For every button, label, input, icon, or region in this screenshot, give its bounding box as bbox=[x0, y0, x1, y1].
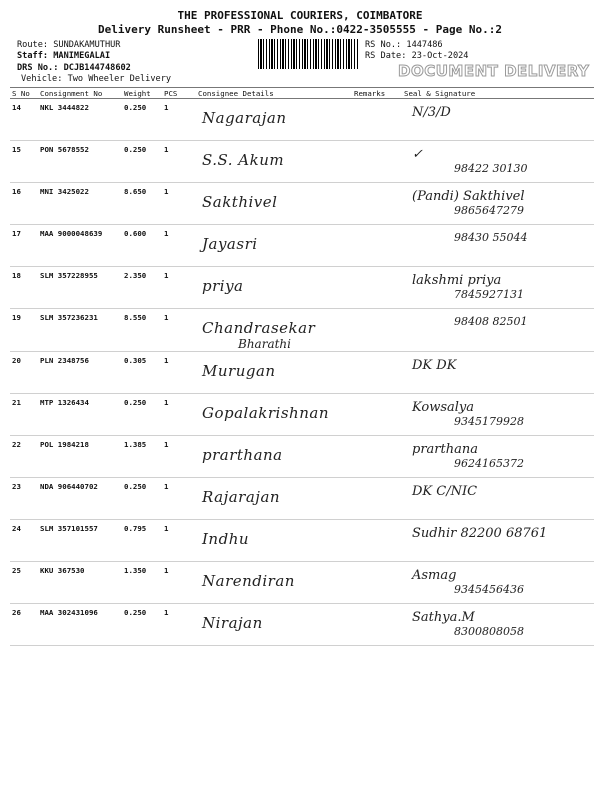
cell-weight: 0.305 bbox=[122, 352, 162, 394]
cell-weight: 1.385 bbox=[122, 436, 162, 478]
runsheet-table bbox=[10, 87, 594, 646]
cell-pcs: 1 bbox=[162, 225, 196, 267]
cell-consignment: NDA 906440702 bbox=[38, 478, 122, 520]
cell-consignee bbox=[196, 99, 352, 141]
cell-signature bbox=[402, 520, 594, 562]
table-row bbox=[10, 352, 594, 394]
cell-signature bbox=[402, 478, 594, 520]
signature-handwriting: DK C/NIC bbox=[412, 484, 478, 499]
cell-sno: 20 bbox=[10, 352, 38, 394]
col-signature: Seal & Signature bbox=[402, 88, 594, 99]
cell-consignment: NKL 3444822 bbox=[38, 99, 122, 141]
cell-consignee bbox=[196, 225, 352, 267]
rs-date: RS Date: 23-Oct-2024 bbox=[365, 51, 469, 61]
table-row bbox=[10, 309, 594, 352]
consignee-handwritten-name: prarthana bbox=[202, 446, 283, 464]
signature-phone-number: 9624165372 bbox=[454, 457, 524, 470]
cell-weight: 8.550 bbox=[122, 309, 162, 352]
consignee-handwritten-name: S.S. Akum bbox=[202, 151, 285, 169]
table-row bbox=[10, 141, 594, 183]
cell-consignment: POL 1984218 bbox=[38, 436, 122, 478]
cell-sno: 22 bbox=[10, 436, 38, 478]
consignee-handwritten-name: Gopalakrishnan bbox=[202, 404, 329, 422]
signature-handwriting: DK DK bbox=[412, 358, 457, 373]
table-row bbox=[10, 478, 594, 520]
table-row bbox=[10, 604, 594, 646]
cell-consignee bbox=[196, 309, 352, 352]
cell-consignment: SLM 357236231 bbox=[38, 309, 122, 352]
signature-phone-number: 98422 30130 bbox=[454, 162, 528, 175]
cell-consignment: SLM 357101557 bbox=[38, 520, 122, 562]
drs-label: DRS No.: bbox=[17, 63, 59, 73]
cell-sno: 15 bbox=[10, 141, 38, 183]
consignee-handwritten-name: Jayasri bbox=[202, 235, 258, 253]
signature-phone-number: 9345456436 bbox=[454, 583, 524, 596]
table-row bbox=[10, 520, 594, 562]
cell-consignment: SLM 357228955 bbox=[38, 267, 122, 309]
staff-value: MANIMEGALAI bbox=[53, 51, 111, 61]
cell-remarks bbox=[352, 99, 402, 141]
signature-handwriting: ✓ bbox=[412, 147, 423, 162]
cell-weight: 0.250 bbox=[122, 604, 162, 646]
cell-sno: 25 bbox=[10, 562, 38, 604]
cell-consignee bbox=[196, 604, 352, 646]
cell-remarks bbox=[352, 141, 402, 183]
cell-remarks bbox=[352, 352, 402, 394]
cell-signature bbox=[402, 394, 594, 436]
cell-pcs: 1 bbox=[162, 478, 196, 520]
cell-pcs: 1 bbox=[162, 604, 196, 646]
cell-signature bbox=[402, 436, 594, 478]
cell-signature bbox=[402, 352, 594, 394]
cell-sno: 19 bbox=[10, 309, 38, 352]
cell-pcs: 1 bbox=[162, 99, 196, 141]
cell-pcs: 1 bbox=[162, 267, 196, 309]
cell-consignee bbox=[196, 562, 352, 604]
cell-sno: 26 bbox=[10, 604, 38, 646]
cell-pcs: 1 bbox=[162, 394, 196, 436]
cell-consignment: MTP 1326434 bbox=[38, 394, 122, 436]
cell-remarks bbox=[352, 267, 402, 309]
cell-consignment: MAA 302431096 bbox=[38, 604, 122, 646]
table-row bbox=[10, 267, 594, 309]
cell-remarks bbox=[352, 183, 402, 225]
cell-consignee bbox=[196, 352, 352, 394]
cell-sno: 16 bbox=[10, 183, 38, 225]
cell-consignee bbox=[196, 520, 352, 562]
cell-remarks bbox=[352, 562, 402, 604]
cell-pcs: 1 bbox=[162, 183, 196, 225]
cell-weight: 0.250 bbox=[122, 141, 162, 183]
signature-handwriting: Asmag bbox=[412, 568, 457, 583]
signature-phone-number: 9345179928 bbox=[454, 415, 524, 428]
cell-pcs: 1 bbox=[162, 436, 196, 478]
cell-pcs: 1 bbox=[162, 520, 196, 562]
cell-consignment: KKU 367530 bbox=[38, 562, 122, 604]
consignee-handwritten-name: priya bbox=[202, 277, 244, 295]
cell-consignee bbox=[196, 141, 352, 183]
cell-signature bbox=[402, 562, 594, 604]
table-row bbox=[10, 394, 594, 436]
signature-handwriting: Kowsalya bbox=[412, 400, 474, 415]
cell-weight: 0.600 bbox=[122, 225, 162, 267]
cell-pcs: 1 bbox=[162, 309, 196, 352]
table-row bbox=[10, 436, 594, 478]
signature-handwriting: Sudhir 82200 68761 bbox=[412, 526, 548, 541]
cell-remarks bbox=[352, 309, 402, 352]
cell-sno: 17 bbox=[10, 225, 38, 267]
table-body bbox=[10, 99, 594, 646]
cell-signature bbox=[402, 604, 594, 646]
col-pcs: PCS bbox=[162, 88, 196, 99]
cell-weight: 0.795 bbox=[122, 520, 162, 562]
cell-consignee bbox=[196, 394, 352, 436]
cell-signature bbox=[402, 99, 594, 141]
cell-sno: 24 bbox=[10, 520, 38, 562]
cell-sno: 23 bbox=[10, 478, 38, 520]
consignee-handwritten-name: Chandrasekar bbox=[202, 319, 316, 337]
signature-phone-number: 98430 55044 bbox=[454, 231, 528, 244]
cell-weight: 8.650 bbox=[122, 183, 162, 225]
rs-no: RS No.: 1447486 bbox=[365, 40, 443, 50]
consignee-handwritten-name: Indhu bbox=[202, 530, 250, 548]
staff-label: Staff: bbox=[17, 51, 49, 61]
cell-remarks bbox=[352, 436, 402, 478]
cell-consignment: MNI 3425022 bbox=[38, 183, 122, 225]
consignee-handwritten-name: Narendiran bbox=[202, 572, 295, 590]
runsheet-title: THE PROFESSIONAL COURIERS, COIMBATORE bbox=[177, 9, 423, 22]
cell-remarks bbox=[352, 604, 402, 646]
table-row bbox=[10, 562, 594, 604]
table-row bbox=[10, 225, 594, 267]
table-header-row bbox=[10, 88, 594, 99]
cell-weight: 2.350 bbox=[122, 267, 162, 309]
signature-handwriting: N/3/D bbox=[412, 105, 451, 120]
cell-consignee bbox=[196, 267, 352, 309]
cell-signature bbox=[402, 267, 594, 309]
signature-phone-number: 8300808058 bbox=[454, 625, 524, 638]
cell-consignee bbox=[196, 478, 352, 520]
signature-handwriting: lakshmi priya bbox=[412, 273, 502, 288]
table-row bbox=[10, 99, 594, 141]
cell-signature bbox=[402, 309, 594, 352]
cell-remarks bbox=[352, 478, 402, 520]
cell-remarks bbox=[352, 394, 402, 436]
cell-signature bbox=[402, 183, 594, 225]
consignee-handwritten-name-line2: Bharathi bbox=[238, 337, 291, 351]
consignee-handwritten-name: Rajarajan bbox=[202, 488, 281, 506]
runsheet-subtitle: Delivery Runsheet - PRR - Phone No.:0422-3505555 - Page No.:2 bbox=[98, 23, 502, 36]
signature-phone-number: 7845927131 bbox=[454, 288, 524, 301]
cell-weight: 0.250 bbox=[122, 478, 162, 520]
signature-handwriting: Sathya.M bbox=[412, 610, 475, 625]
cell-remarks bbox=[352, 225, 402, 267]
route-label: Route: SUNDAKAMUTHUR bbox=[17, 40, 121, 50]
cell-weight: 0.250 bbox=[122, 394, 162, 436]
cell-remarks bbox=[352, 520, 402, 562]
barcode-image bbox=[258, 39, 358, 69]
signature-phone-number: 9865647279 bbox=[454, 204, 524, 217]
signature-handwriting: (Pandi) Sakthivel bbox=[412, 189, 525, 204]
drs-line bbox=[17, 63, 131, 73]
col-sno: S No bbox=[10, 88, 38, 99]
consignee-handwritten-name: Nagarajan bbox=[202, 109, 287, 127]
signature-phone-number: 98408 82501 bbox=[454, 315, 528, 328]
cell-pcs: 1 bbox=[162, 141, 196, 183]
cell-consignment: MAA 9000048639 bbox=[38, 225, 122, 267]
cell-sno: 21 bbox=[10, 394, 38, 436]
cell-signature bbox=[402, 225, 594, 267]
cell-consignment: PON 5678552 bbox=[38, 141, 122, 183]
cell-weight: 0.250 bbox=[122, 99, 162, 141]
staff-line bbox=[17, 51, 110, 61]
cell-consignee bbox=[196, 183, 352, 225]
table-row bbox=[10, 183, 594, 225]
col-remarks: Remarks bbox=[352, 88, 402, 99]
consignee-handwritten-name: Nirajan bbox=[202, 614, 263, 632]
cell-consignment: PLN 2348756 bbox=[38, 352, 122, 394]
col-consignee: Consignee Details bbox=[196, 88, 352, 99]
cell-consignee bbox=[196, 436, 352, 478]
drs-value: DCJB144748602 bbox=[63, 63, 131, 73]
document-delivery-stamp: DOCUMENT DELIVERY bbox=[398, 62, 590, 80]
cell-sno: 14 bbox=[10, 99, 38, 141]
col-consignment: Consignment No bbox=[38, 88, 122, 99]
consignee-handwritten-name: Murugan bbox=[202, 362, 276, 380]
cell-pcs: 1 bbox=[162, 562, 196, 604]
cell-signature bbox=[402, 141, 594, 183]
cell-pcs: 1 bbox=[162, 352, 196, 394]
cell-sno: 18 bbox=[10, 267, 38, 309]
vehicle-label: Vehicle: Two Wheeler Delivery bbox=[21, 74, 172, 84]
consignee-handwritten-name: Sakthivel bbox=[202, 193, 278, 211]
signature-handwriting: prarthana bbox=[412, 442, 478, 457]
col-weight: Weight bbox=[122, 88, 162, 99]
cell-weight: 1.350 bbox=[122, 562, 162, 604]
